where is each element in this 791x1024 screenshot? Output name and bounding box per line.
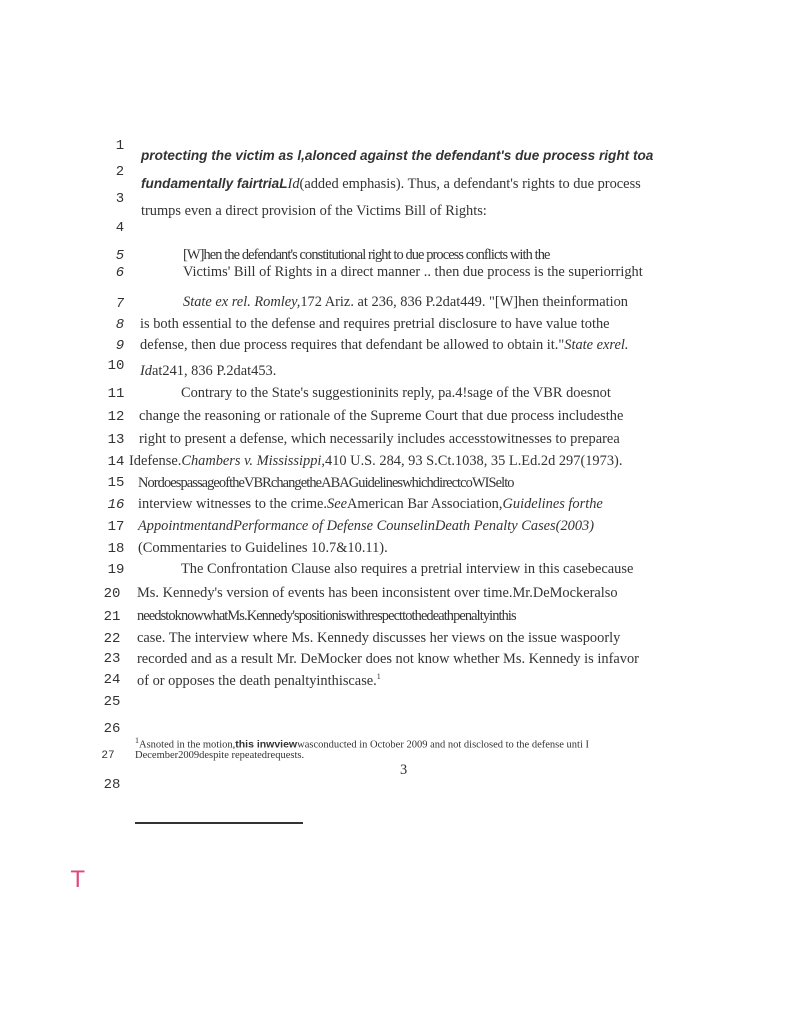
line-number: 20 (103, 586, 121, 602)
line-number: 21 (103, 609, 121, 625)
line-number: 14 (107, 454, 125, 470)
footnote-mark: 1 (135, 736, 139, 745)
signal-see: See (327, 496, 348, 512)
footnote (135, 736, 589, 751)
body-line (140, 363, 276, 380)
body-text: at241, 836 P.2dat453. (152, 363, 277, 379)
line-number: 22 (103, 631, 121, 647)
citation-id: Id (287, 176, 300, 192)
page-number: 3 (400, 762, 408, 778)
body-text: Idefense. (129, 453, 182, 469)
publication-title: Guidelines forthe (502, 496, 603, 512)
footnote-reference: 1 (376, 672, 381, 681)
body-text: 410 U.S. 284, 93 S.Ct.1038, 35 L.Ed.2d 297(1973). (325, 453, 623, 469)
footnote-text: Asnoted in the motion, (139, 739, 236, 751)
body-line: change the reasoning or rationale of the Supreme Court that due process includesthe (139, 408, 624, 424)
body-line: AppointmentandPerformance of Defense CounselinDeath Penalty Cases(2003) (138, 518, 595, 534)
body-line: (Commentaries to Guidelines 10.7&10.11). (138, 540, 388, 556)
footnote-bold-text: this inwview (235, 738, 298, 751)
line-number: 5 (115, 248, 125, 264)
body-text: 172 Ariz. at 236, 836 P.2dat449. "[W]hen theinformation (300, 294, 628, 310)
line-number: 18 (107, 541, 125, 557)
line-number: 12 (107, 409, 125, 425)
line-number: 10 (107, 358, 125, 374)
body-line (129, 453, 622, 470)
body-line: Contrary to the State's suggestioninits reply, pa.4!sage of the VBR doesnot (181, 385, 611, 401)
body-line (137, 672, 381, 690)
line-number: 15 (107, 475, 125, 491)
line-number: 28 (103, 777, 121, 793)
line-number: 27 (101, 750, 115, 762)
footnote-text: wasconducted in October 2009 and not disclosed to the defense unti I (297, 739, 589, 751)
line-number: 19 (107, 562, 125, 578)
case-citation: State exrel. (564, 337, 629, 353)
body-line (140, 337, 628, 354)
line-number: 16 (107, 497, 125, 513)
body-line (183, 294, 628, 311)
body-line: NordoespassageoftheVBRchangetheABAGuidelineswhichdirectcoWISelto (138, 475, 514, 491)
body-text: defense, then due process requires that defendant be allowed to obtain it." (140, 337, 565, 353)
body-line (138, 496, 603, 513)
body-line: protecting the victim as l,alonced against the defendant's due process right toa (141, 148, 654, 163)
line-number: 25 (103, 694, 121, 710)
body-line: The Confrontation Clause also requires a pretrial interview in this casebecause (181, 561, 634, 577)
body-text: of or opposes the death penaltyinthiscase. (137, 672, 377, 689)
line-number: 11 (107, 386, 125, 402)
body-line: recorded and as a result Mr. DeMocker does not know whether Ms. Kennedy is infavor (137, 651, 639, 667)
body-text: interview witnesses to the crime. (138, 496, 328, 512)
citation-id: Id (140, 363, 152, 379)
body-line: Ms. Kennedy's version of events has been inconsistent over time.Mr.DeMockeralso (137, 585, 618, 601)
body-line (141, 176, 641, 193)
body-line: trumps even a direct provision of the Victims Bill of Rights: (141, 203, 487, 219)
line-number: 4 (115, 220, 125, 236)
line-number: 8 (115, 317, 125, 333)
case-citation: Chambers v. Mississippi, (181, 453, 325, 469)
body-line: needstoknowwhatMs.Kennedy'spositioniswithrespecttothedeathpenaltyinthis (137, 608, 516, 624)
footnote-separator (135, 822, 303, 824)
footnote: December2009despite repeatedrequests. (135, 750, 305, 761)
body-line: is both essential to the defense and requires pretrial disclosure to have value tothe (140, 316, 610, 332)
text-cursor-icon: T (71, 868, 85, 893)
body-line: right to present a defense, which necessarily includes accesstowitnesses to preparea (139, 431, 620, 447)
line-number: 23 (103, 651, 121, 667)
line-number: 3 (115, 191, 125, 207)
block-quote-line: [W]hen the defendant's constitutional right to due process conflicts with the (183, 247, 550, 263)
line-number: 26 (103, 721, 121, 737)
emphasis-text: fundamentally fairtriaL (141, 176, 288, 191)
line-number: 2 (115, 164, 125, 180)
body-text: American Bar Association, (347, 496, 503, 512)
line-number: 1 (115, 138, 125, 154)
line-number: 7 (115, 296, 125, 312)
line-number: 13 (107, 432, 125, 448)
body-line: case. The interview where Ms. Kennedy discusses her views on the issue waspoorly (137, 630, 621, 646)
case-citation: State ex rel. Romley, (183, 294, 301, 310)
line-number: 9 (115, 338, 125, 354)
block-quote-line: Victims' Bill of Rights in a direct manner .. then due process is the superiorright (183, 264, 643, 280)
line-number: 6 (115, 265, 125, 281)
line-number: 24 (103, 672, 121, 688)
body-text: (added emphasis). Thus, a defendant's rights to due process (299, 176, 641, 192)
line-number: 17 (107, 519, 125, 535)
